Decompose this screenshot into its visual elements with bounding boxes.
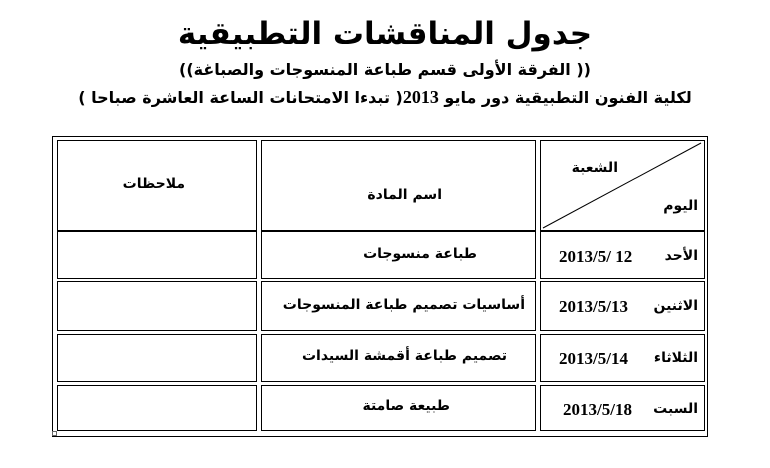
header-division-label: الشعبة bbox=[571, 160, 618, 176]
header-subject-label: اسم المادة bbox=[367, 187, 442, 203]
row-3-day: الثلاثاء bbox=[653, 350, 698, 366]
row-3-subject-cell bbox=[261, 334, 536, 382]
header-day-division-cell bbox=[540, 140, 705, 231]
row-3-date: 2013/5/14 bbox=[559, 349, 628, 368]
row-4-day: السبت bbox=[653, 401, 698, 417]
row-3-subject: تصميم طباعة أقمشة السيدات bbox=[301, 348, 507, 364]
row-1-subject-cell bbox=[261, 231, 536, 279]
row-2-day: الاثنين bbox=[653, 298, 698, 314]
schedule-table bbox=[52, 136, 708, 437]
row-2-subject: أساسيات تصميم طباعة المنسوجات bbox=[282, 297, 525, 313]
row-4-subject: طبيعة صامتة bbox=[362, 398, 450, 414]
row-4-subject-cell bbox=[261, 385, 536, 431]
subtitle-college-text: لكلية الفنون التطبيقية دور مايو bbox=[444, 88, 692, 107]
document-title: جدول المناقشات التطبيقية bbox=[177, 16, 593, 52]
row-2-notes-cell bbox=[57, 281, 257, 331]
table-resize-handle[interactable] bbox=[52, 431, 57, 436]
document-subtitle-department: (( الفرقة الأولى قسم طباعة المنسوجات والصباغة)) bbox=[179, 60, 591, 79]
row-3-notes-cell bbox=[57, 334, 257, 382]
row-1-subject: طباعة منسوجات bbox=[363, 246, 477, 262]
row-3-day-cell bbox=[540, 334, 705, 382]
header-notes-label: ملاحظات bbox=[122, 176, 185, 192]
row-2-date: 2013/5/13 bbox=[559, 297, 628, 316]
row-2-subject-cell bbox=[261, 281, 536, 331]
row-1-notes-cell bbox=[57, 231, 257, 279]
document-subtitle-session bbox=[0, 86, 770, 109]
header-subject-cell bbox=[261, 140, 536, 231]
row-4-day-cell bbox=[540, 385, 705, 431]
header-notes-cell bbox=[57, 140, 257, 231]
header-day-label: اليوم bbox=[663, 198, 698, 214]
row-1-day: الأحد bbox=[664, 248, 698, 264]
row-2-day-cell bbox=[540, 281, 705, 331]
subtitle-year: 2013 bbox=[402, 87, 439, 107]
row-1-date: 2013/5/ 12 bbox=[559, 247, 633, 266]
row-1-day-cell bbox=[540, 231, 705, 279]
row-4-notes-cell bbox=[57, 385, 257, 431]
row-4-date: 2013/5/18 bbox=[563, 400, 632, 419]
subtitle-start-time: ( تبدءا الامتحانات الساعة العاشرة صباحا ) bbox=[78, 88, 403, 107]
diagonal-divider bbox=[541, 141, 704, 230]
